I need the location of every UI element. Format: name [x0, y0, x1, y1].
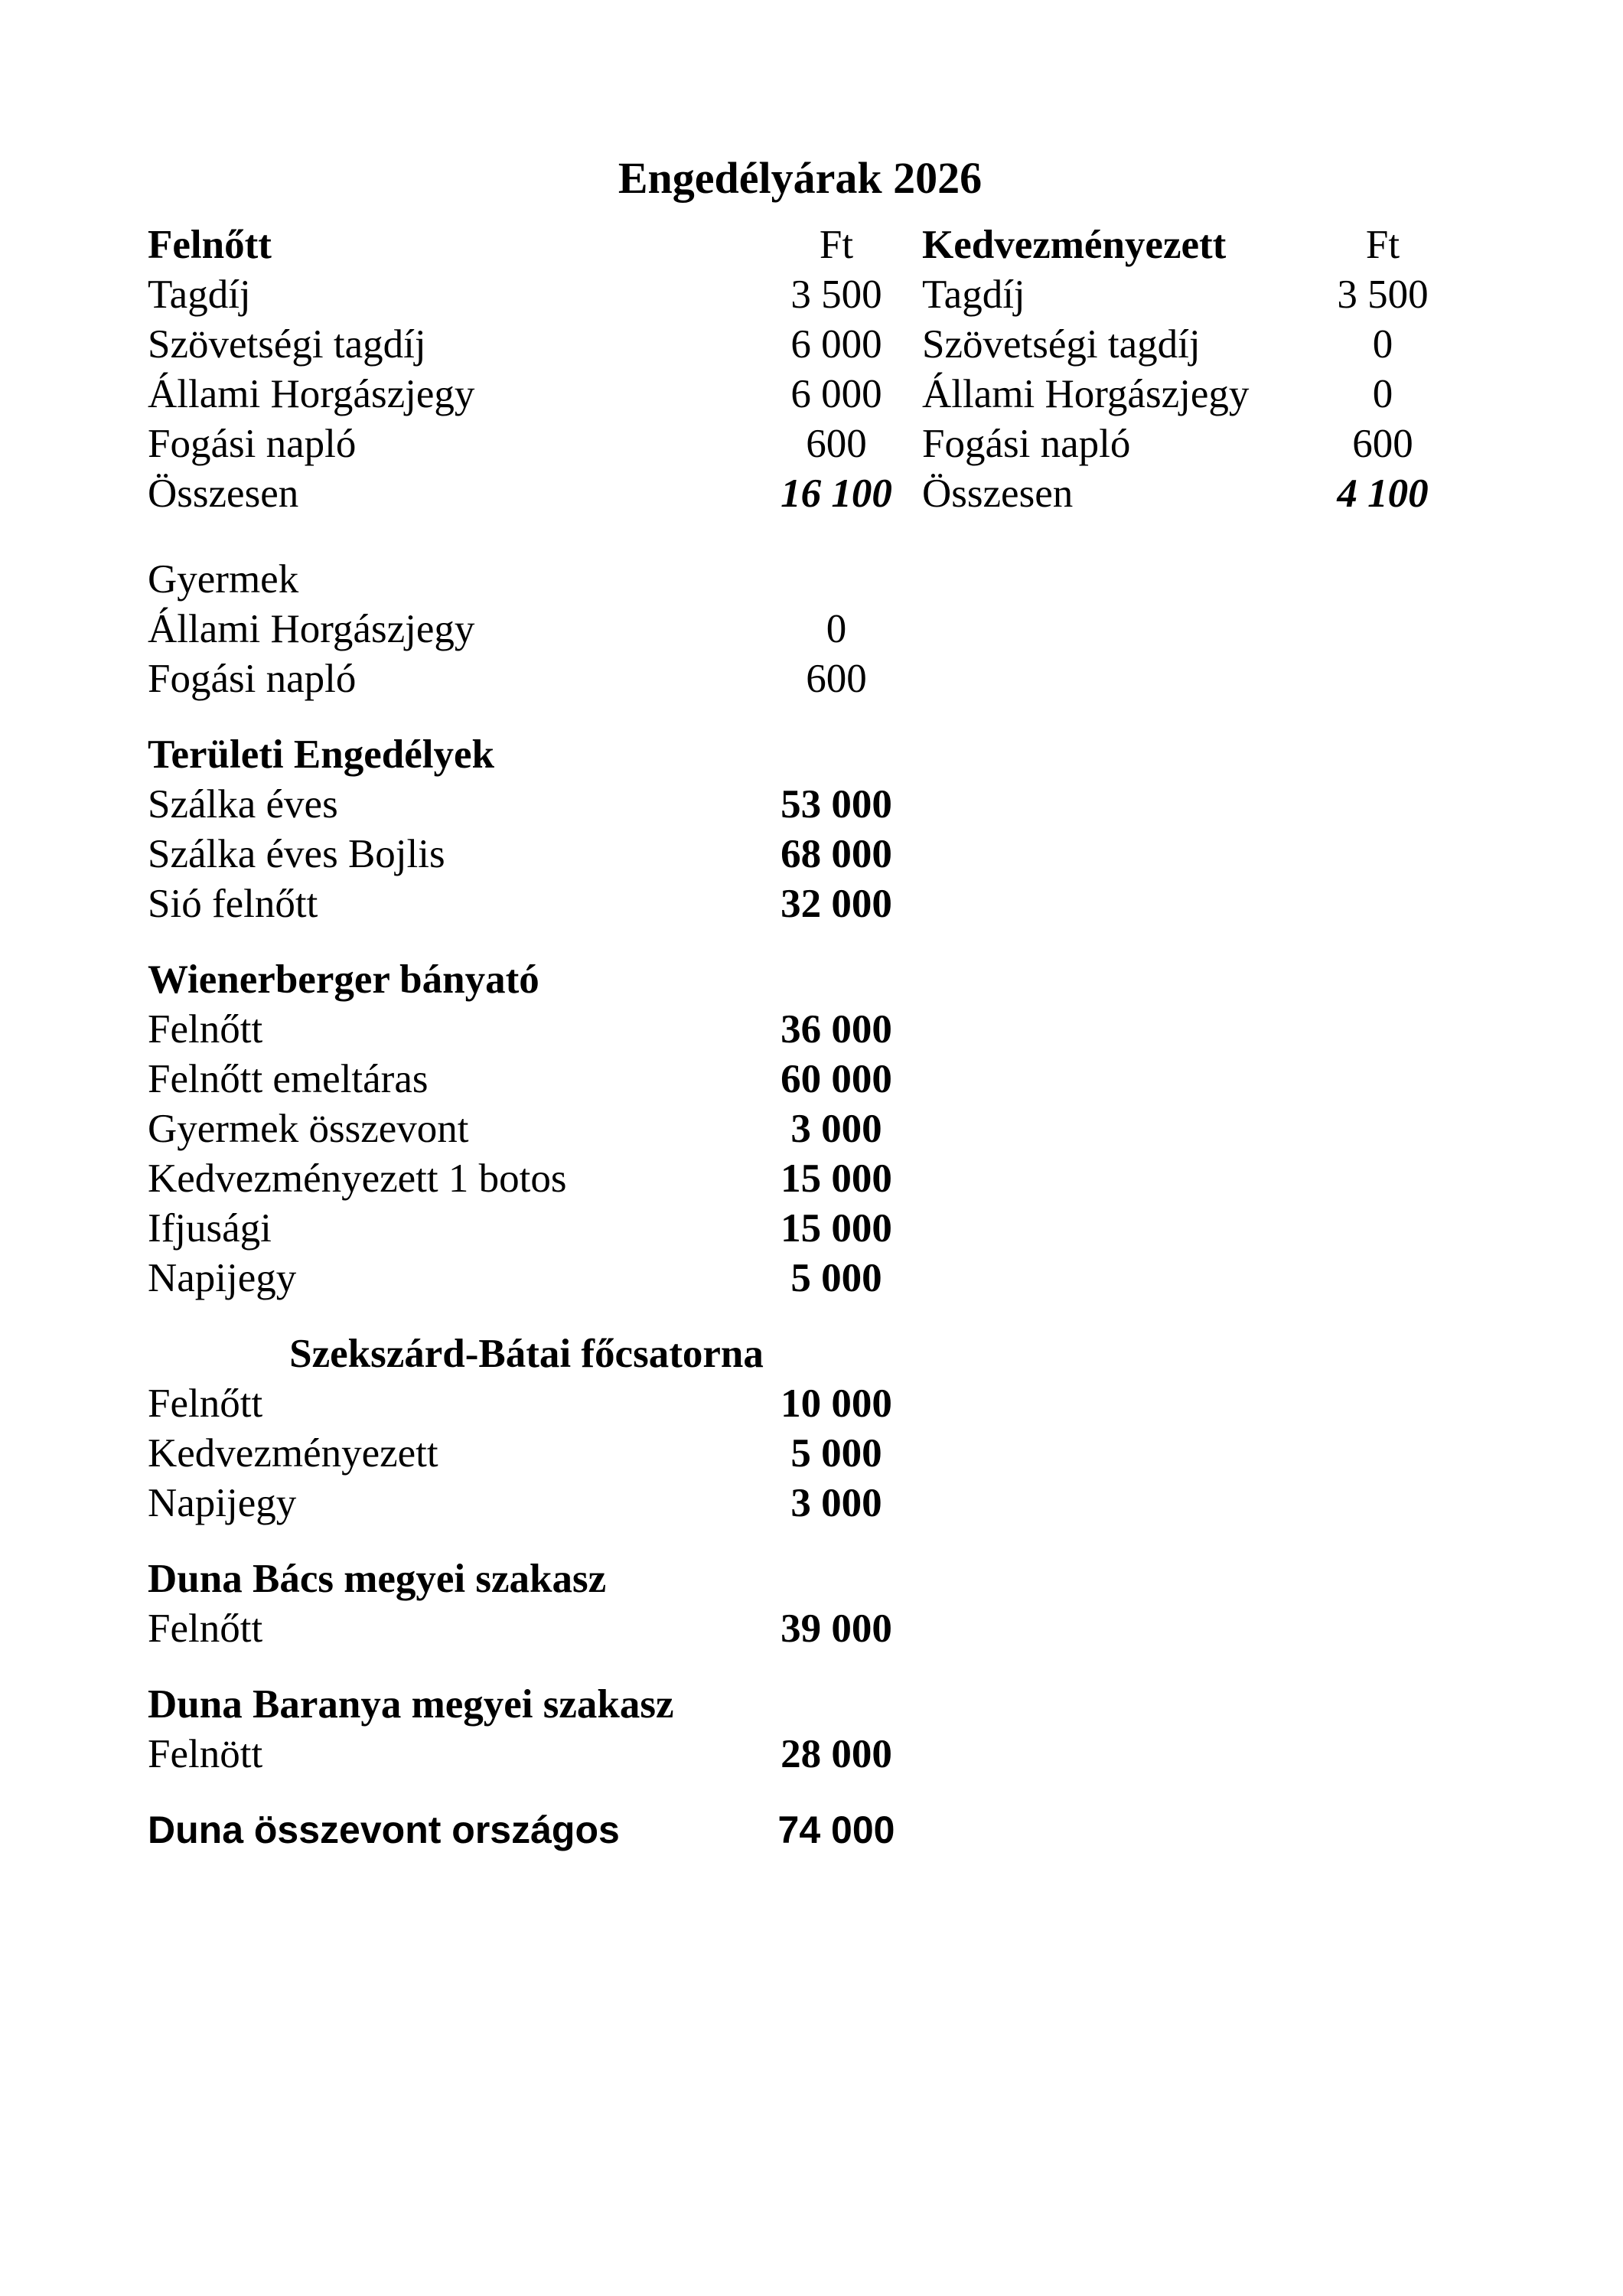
duna-bacs-section	[148, 1554, 1452, 1654]
fee-row-label: Ifjusági	[148, 1206, 272, 1251]
section-title: Duna Bács megyei szakasz	[148, 1557, 607, 1601]
fee-row-label: Gyermek összevont	[148, 1107, 469, 1151]
adult-table-header: Felnőtt	[148, 223, 272, 267]
fee-row-value: 6 000	[790, 322, 882, 367]
fee-row-label: Állami Horgászjegy	[148, 607, 475, 651]
empty-cell	[768, 730, 905, 780]
territorial-section	[148, 730, 1452, 929]
duna-national-row	[148, 1805, 1452, 1855]
fee-row-value: 15 000	[781, 1156, 892, 1201]
fee-row-value: 3 000	[790, 1107, 882, 1151]
empty-cell	[768, 955, 905, 1005]
section-title: Wienerberger bányató	[148, 957, 539, 1002]
discounted-currency-header: Ft	[1365, 223, 1400, 267]
fee-row-label: Napijegy	[148, 1481, 297, 1525]
szekszard-section	[148, 1329, 1452, 1528]
section-title: Gyermek	[148, 557, 299, 602]
fee-row-label: Sió felnőtt	[148, 882, 318, 926]
document-content	[148, 0, 1452, 1855]
fee-row-label: Kedvezményezett 1 botos	[148, 1156, 567, 1201]
fee-row-label: Szálka éves	[148, 782, 338, 827]
wienerberger-section	[148, 955, 1452, 1303]
fee-row-label: Felnőtt	[148, 1606, 263, 1651]
fee-row-value: 68 000	[781, 832, 892, 876]
fee-row-label: Duna összevont országos	[148, 1808, 620, 1851]
fee-row-label: Fogási napló	[922, 422, 1131, 466]
fee-row-value: 0	[826, 607, 847, 651]
empty-cell	[768, 1554, 905, 1604]
fee-row-label: Fogási napló	[148, 657, 357, 701]
fee-row-label: Tagdíj	[148, 272, 251, 317]
fee-row-value: 6 000	[790, 372, 882, 416]
fee-row-value: 3 000	[790, 1481, 882, 1525]
empty-cell	[768, 555, 905, 605]
adult-currency-header: Ft	[819, 223, 854, 267]
fee-row-value: 0	[1372, 322, 1393, 367]
fee-row-label: Tagdíj	[922, 272, 1025, 317]
fee-row-value: 0	[1372, 372, 1393, 416]
fee-row-label: Fogási napló	[148, 422, 357, 466]
fee-row-label: Állami Horgászjegy	[922, 372, 1250, 416]
fee-row-value: 32 000	[781, 882, 892, 926]
total-row-value: 4 100	[1337, 471, 1429, 516]
fee-row-value: 28 000	[781, 1732, 892, 1776]
fee-row-value: 53 000	[781, 782, 892, 827]
discounted-table-header: Kedvezményezett	[922, 223, 1227, 267]
document-title: Engedélyárak 2026	[618, 153, 983, 203]
fees-top-table	[148, 220, 1452, 519]
child-section	[148, 555, 1452, 704]
fee-row-value: 36 000	[781, 1007, 892, 1052]
fee-row-label: Állami Horgászjegy	[148, 372, 475, 416]
total-row-value: 16 100	[781, 471, 892, 516]
fee-row-label: Szálka éves Bojlis	[148, 832, 445, 876]
fee-row-label: Szövetségi tagdíj	[148, 322, 426, 367]
fee-row-label: Felnött	[148, 1732, 263, 1776]
total-row-label: Összesen	[148, 471, 299, 516]
fee-row-label: Felnőtt	[148, 1007, 263, 1052]
fee-row-label: Kedvezményezett	[148, 1431, 438, 1476]
section-title: Duna Baranya megyei szakasz	[148, 1682, 674, 1727]
fee-row-value: 39 000	[781, 1606, 892, 1651]
fee-row-value: 10 000	[781, 1381, 892, 1426]
fee-row-value: 5 000	[790, 1256, 882, 1300]
fee-row-label: Szövetségi tagdíj	[922, 322, 1201, 367]
fee-row-value: 74 000	[777, 1808, 895, 1851]
section-title: Területi Engedélyek	[148, 732, 494, 777]
fee-row-label: Napijegy	[148, 1256, 297, 1300]
empty-cell	[768, 1680, 905, 1730]
duna-baranya-section	[148, 1680, 1452, 1779]
fee-row-value: 5 000	[790, 1431, 882, 1476]
fee-row-value: 15 000	[781, 1206, 892, 1251]
fee-row-value: 3 500	[790, 272, 882, 317]
section-title: Szekszárd-Bátai főcsatorna	[289, 1332, 764, 1376]
fee-row-label: Felnőtt emeltáras	[148, 1057, 429, 1101]
fee-row-value: 60 000	[781, 1057, 892, 1101]
total-row-label: Összesen	[922, 471, 1074, 516]
fee-row-label: Felnőtt	[148, 1381, 263, 1426]
fee-row-value: 600	[806, 422, 867, 466]
fee-row-value: 3 500	[1337, 272, 1429, 317]
fee-row-value: 600	[1352, 422, 1413, 466]
fee-row-value: 600	[806, 657, 867, 701]
